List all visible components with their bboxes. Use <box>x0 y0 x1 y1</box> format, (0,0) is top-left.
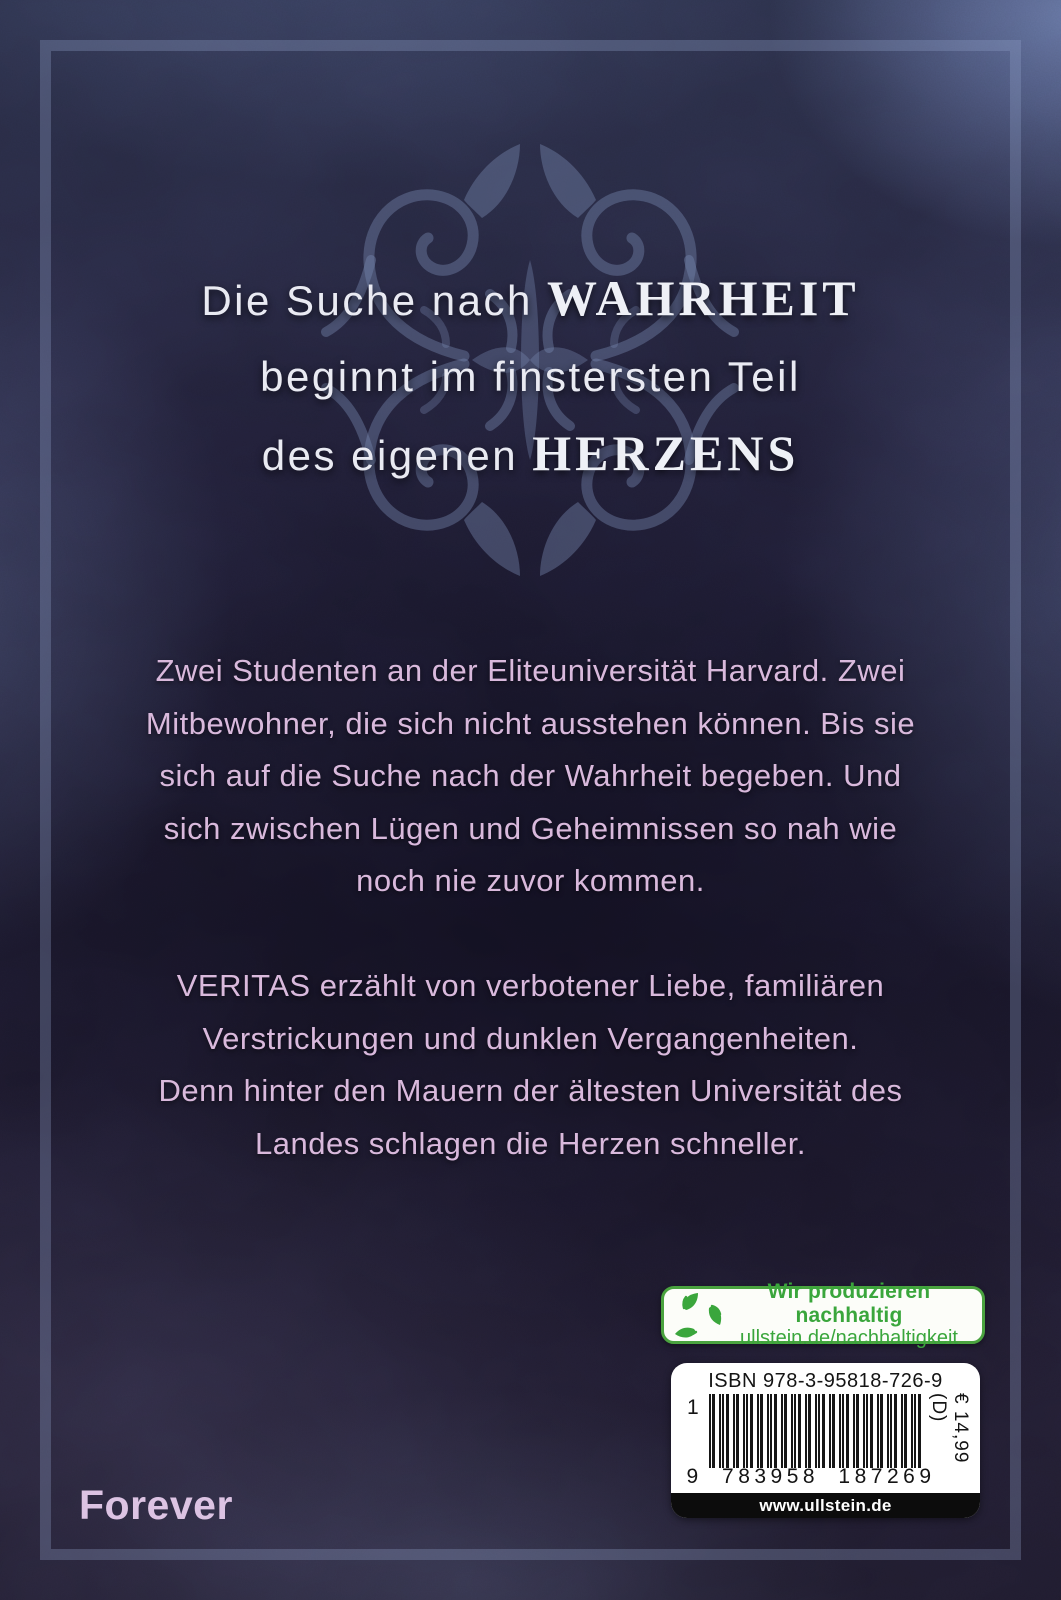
tagline-line1-sans: Die Suche nach <box>201 277 548 324</box>
forever-publisher-logo: Forever <box>79 1482 233 1528</box>
description-line: VERITAS erzählt von verbotener Liebe, familiären <box>176 968 885 1003</box>
ean-digits: 9 783958 187269 <box>686 1465 936 1488</box>
tagline-line1-emphasis: WAHRHEIT <box>547 270 860 326</box>
tagline-line2-sans: beginnt im finstersten Teil <box>260 353 801 400</box>
synopsis-paragraph <box>110 645 951 908</box>
description-paragraph <box>110 960 951 1170</box>
description-line: Denn hinter den Mauern der ältesten Universität des <box>158 1073 903 1108</box>
synopsis-line: sich zwischen Lügen und Geheimnissen so nah wie <box>163 810 898 846</box>
synopsis-line: Mitbewohner, die sich nicht ausstehen können. Bis sie <box>145 705 916 741</box>
tagline-line-3 <box>80 415 981 494</box>
tagline <box>80 260 981 494</box>
synopsis-line: Zwei Studenten an der Eliteuniversität Harvard. Zwei <box>155 653 906 688</box>
tagline-line-1 <box>80 260 981 339</box>
isbn-text: ISBN 978-3-95818-726-9 <box>708 1370 943 1392</box>
description-line: Landes schlagen die Herzen schneller. <box>254 1125 806 1161</box>
publisher-website: www.ullstein.de <box>671 1493 980 1518</box>
barcode-addon-digit: 1 <box>687 1396 699 1419</box>
description-line: Verstrickungen und dunklen Vergangenheiten. <box>202 1020 859 1056</box>
recycling-leaves-icon <box>674 1292 722 1338</box>
barcode-label <box>671 1363 980 1518</box>
synopsis-line: sich auf die Suche nach der Wahrheit begeben. Und <box>159 758 902 793</box>
sustainability-badge <box>661 1279 985 1350</box>
ean-barcode-bars <box>709 1394 923 1468</box>
tagline-line3-sans: des eigenen <box>261 432 533 479</box>
sustainability-badge-text <box>722 1280 982 1350</box>
sustainability-url: ullstein.de/nachhaltigkeit <box>740 1327 958 1350</box>
tagline-line-2 <box>80 339 981 415</box>
price-text: € 14,99 (D) <box>928 1393 971 1464</box>
synopsis-line: noch nie zuvor kommen. <box>356 863 705 898</box>
sustainability-claim: Wir produzieren nachhaltig <box>767 1279 931 1327</box>
tagline-line3-emphasis: HERZENS <box>532 425 800 481</box>
